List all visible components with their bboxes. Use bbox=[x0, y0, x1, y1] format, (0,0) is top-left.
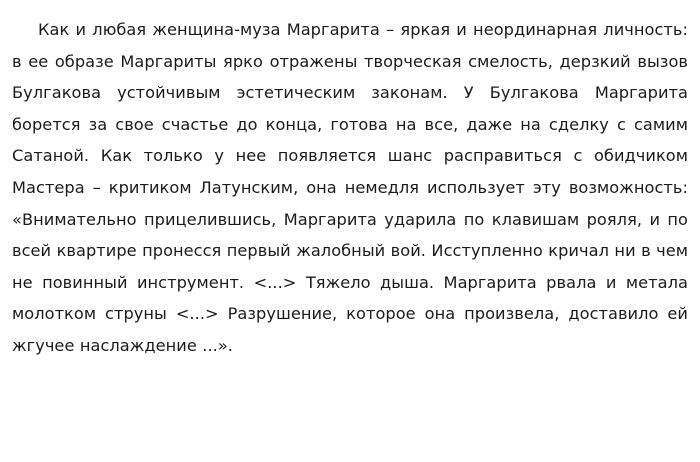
body-paragraph: Как и любая женщина-муза Маргарита – яркая и неординарная личность: в ее образе Маргариты ярко отражены творческая смелость, дерзкий вызов Булгакова устойчивым эстетическим законам. У Булгакова Маргарита борется за свое счастье до конца, готова на все, даже на сделку с самим Сатаной. Как только у нее появляется шанс расправиться с обидчиком Мастера – критиком Латунским, она немедля использует эту возможность: «Внимательно прицелившись, Маргарита ударила по клавишам рояля, и по всей квартире пронесся первый жалобный вой. Исступленно кричал ни в чем не повинный инструмент. <...> Тяжело дыша. Маргарита рвала и метала молотком струны <...> Разрушение, которое она произвела, доставило ей жгучее наслаждение ...». bbox=[12, 20, 688, 355]
